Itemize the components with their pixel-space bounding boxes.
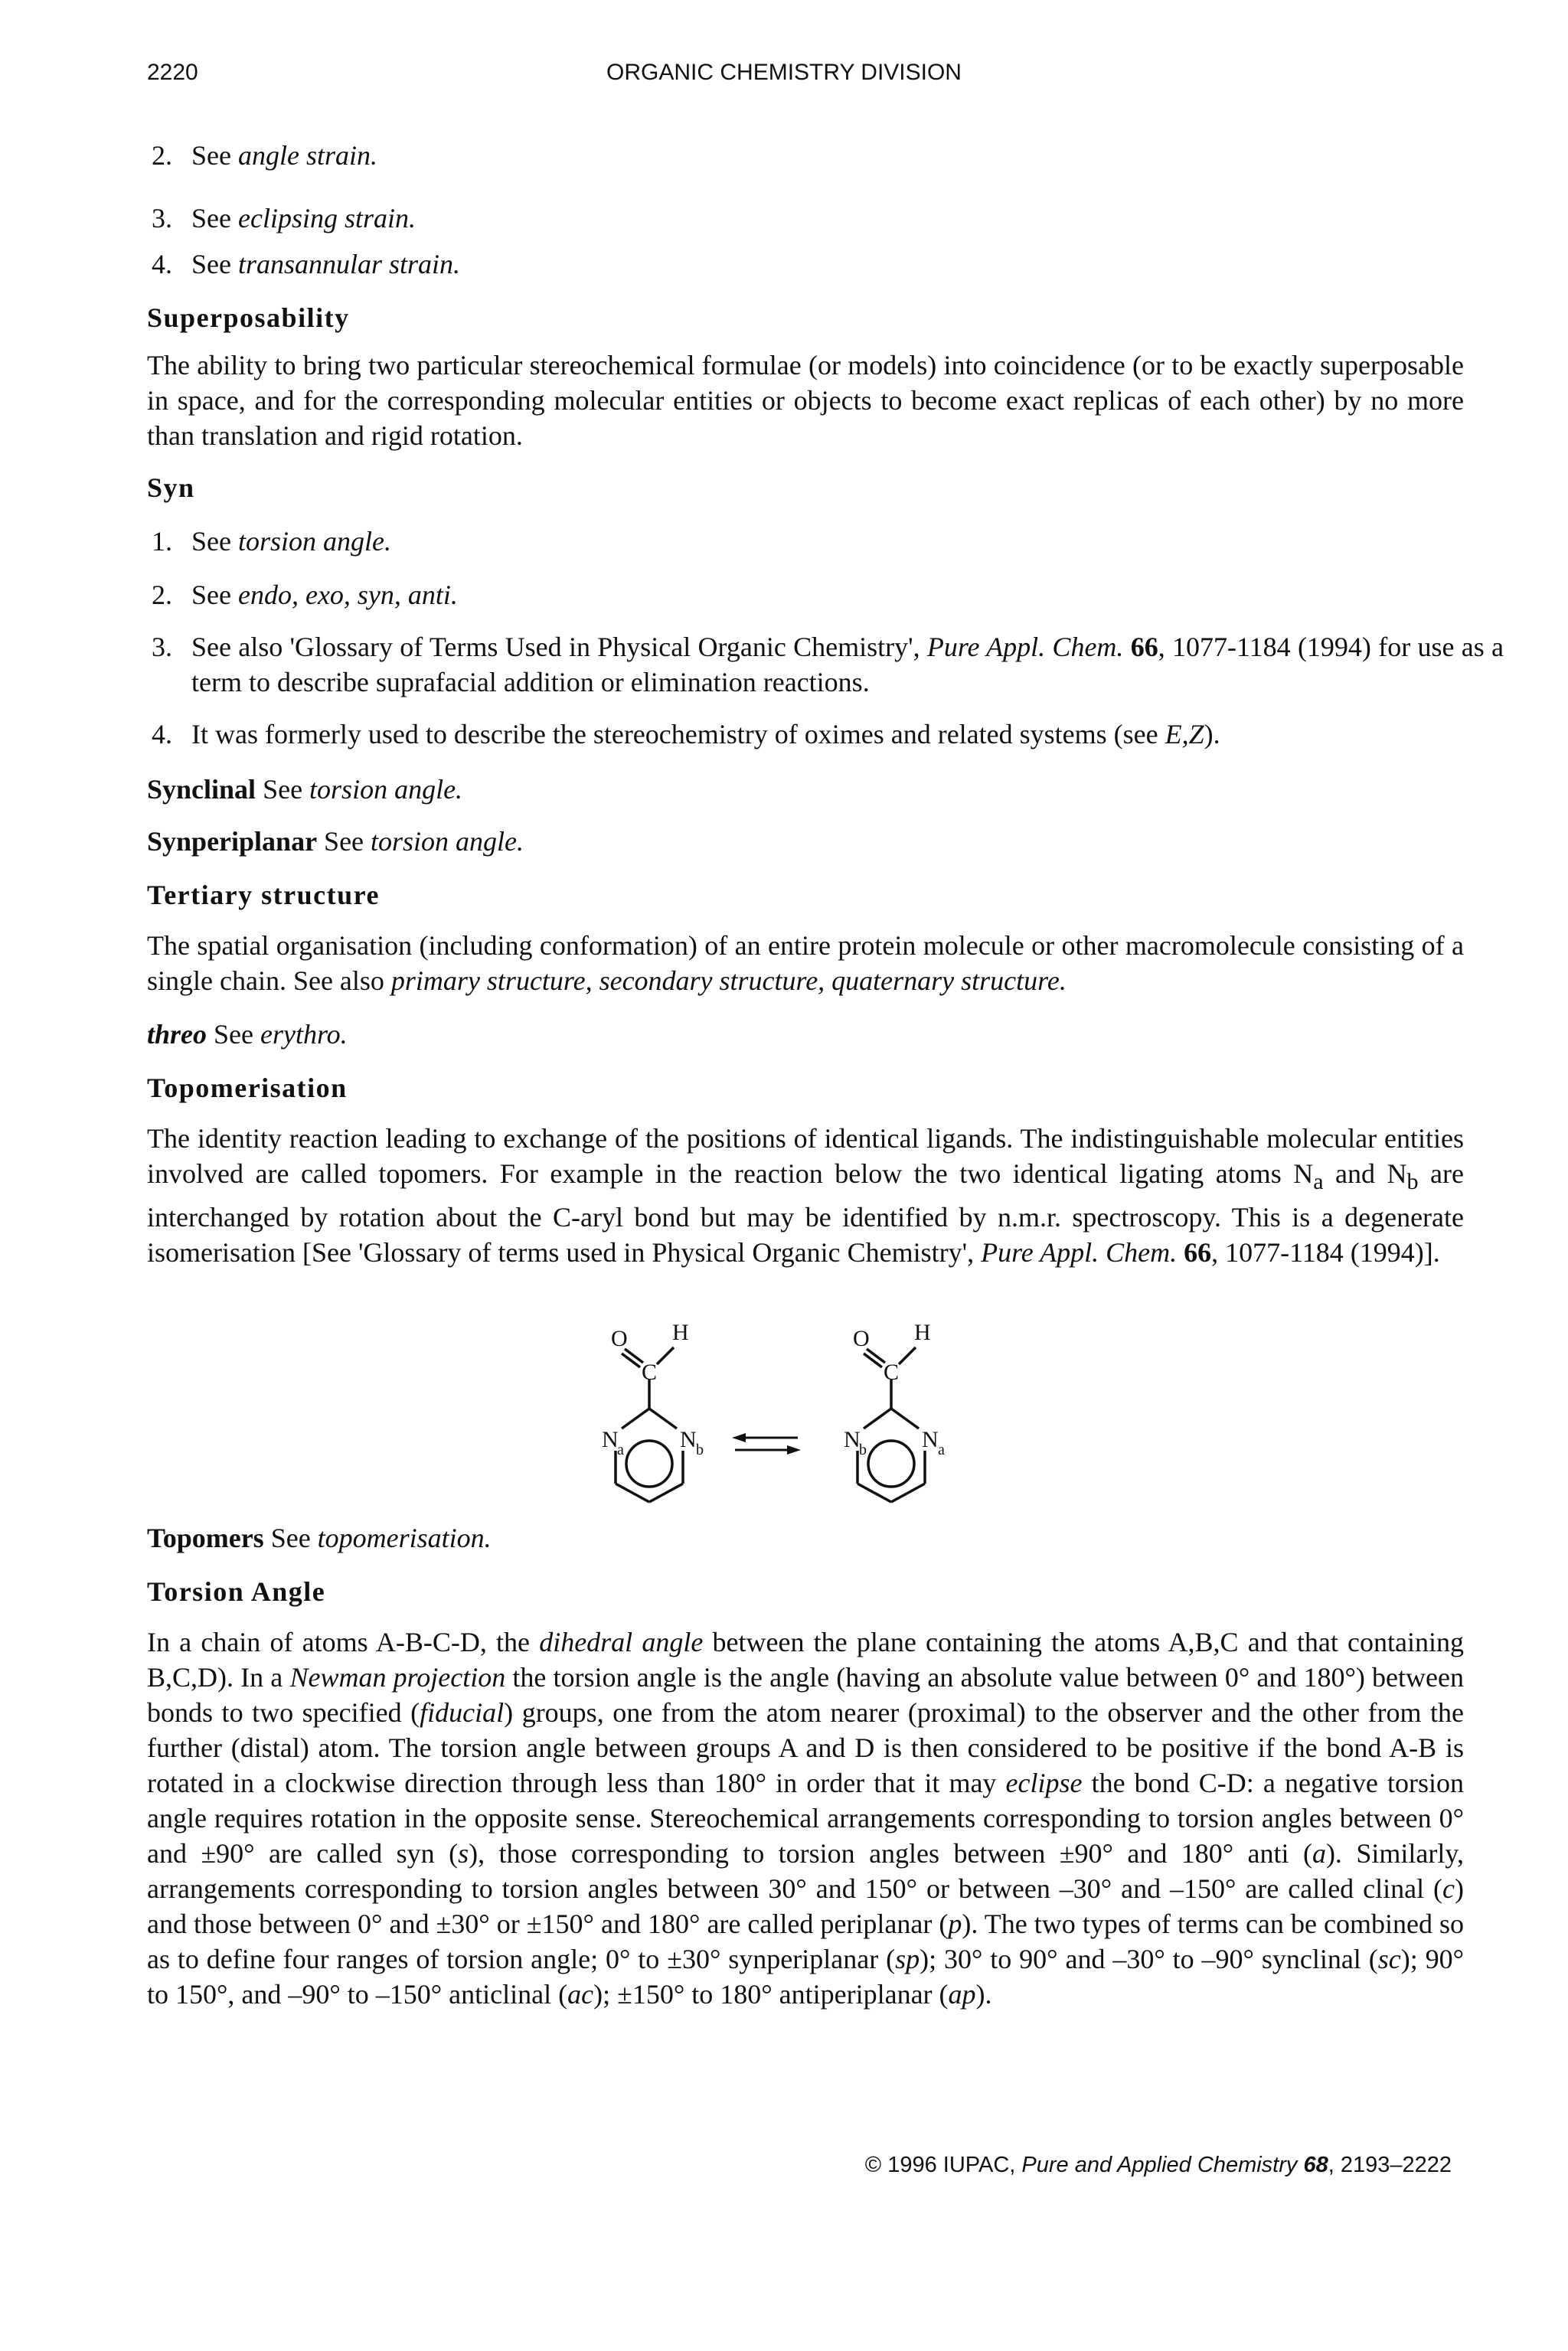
bond [649,1409,677,1429]
body-text: ); 90° to 150°, and –90° to –150° anticlinal ( [147,1944,1464,2010]
journal-name: Pure and Applied Chemistry [1021,2153,1298,2177]
list-item [152,717,1220,752]
footer-text: , 2193–2222 [1328,2153,1452,2177]
aromatic-ring [626,1441,672,1487]
entry-heading: Syn [147,472,195,503]
abbreviation: s [458,1838,469,1869]
atom-subscript: b [859,1442,867,1458]
list-text: , 1077-1184 (1994) for use as a term to describe suprafacial addition or elimination reactions. [191,632,1504,697]
cross-reference: Newman projection [289,1662,506,1693]
body-text: between the plane containing the atoms A,B,C and that containing B,C,D). In a [147,1627,1464,1693]
topomer-left-labels [602,1320,704,1458]
entry-text: See [207,1019,260,1050]
list-number: 3. [152,203,172,233]
subscript: a [1313,1169,1324,1195]
abbreviation: ac [567,1979,594,2010]
list-text: See [191,203,238,233]
body-text: , 1077-1184 (1994)]. [1211,1237,1440,1269]
copyright-footer [865,2153,1452,2178]
body-text: are interchanged by rotation about the C-aryl bond but may be identified by n.m.r. spectroscopy. This is a degenerate isomerisation [See 'Glossary of terms used in Physical Organic Chemistry', [147,1158,1464,1269]
cross-reference: dihedral angle [539,1627,704,1657]
list-item [152,247,460,282]
list-number: 1. [152,526,172,557]
cross-reference: E,Z [1165,719,1204,749]
body-text: ), those corresponding to torsion angles between ±90° and 180° anti ( [469,1838,1312,1869]
italic-term: fiducial [420,1697,505,1728]
atom-label: N [844,1427,861,1452]
list-number: 4. [152,249,172,279]
entry-body [147,1121,1464,1270]
list-number: 2. [152,140,172,171]
entry-heading: Tertiary structure [147,880,380,910]
entry-body: The ability to bring two particular stereochemical formulae (or models) into coincidence (or to be exactly superposable in space, and for the corresponding molecular entities or objects to become exact replicas of each other) by no more than translation and rigid rotation. [147,350,1464,451]
list-number: 3. [152,632,172,662]
body-text: the bond C-D: a negative torsion angle requires rotation in the opposite sense. Stereochemical arrangements corresponding to torsion angles between 0° and ±90° are called syn ( [147,1768,1464,1869]
topomer-right-labels [844,1320,945,1458]
abbreviation: sc [1377,1944,1401,1974]
entry-term: Synclinal [147,774,256,805]
cross-reference: endo, exo, syn, anti. [237,580,458,610]
cross-reference: erythro. [260,1019,348,1050]
body-text: ). [975,1979,992,2010]
cross-reference: torsion angle. [371,826,524,857]
journal-name: Pure Appl. Chem. [926,632,1124,662]
equilibrium-arrows [732,1433,801,1455]
entry-line [147,824,1464,859]
body-text: the torsion angle is the angle (having an absolute value between 0° and 180°) between bonds to two specified ( [147,1662,1464,1728]
body-text: The spatial organisation (including conformation) of an entire protein molecule or other macromolecule consisting of a single chain. See also [147,930,1464,996]
footer-text: © 1996 IUPAC, [864,2153,1022,2177]
page-number: 2220 [147,60,198,85]
entry-line [147,1520,1464,1556]
entry-term: Synperiplanar [147,826,318,857]
list-item [152,524,391,559]
list-text: See [191,526,238,557]
volume: 68 [1303,2153,1328,2177]
list-number: 2. [152,580,172,610]
atom-label: N [602,1427,619,1452]
atom-label: C [884,1360,900,1385]
cross-reference: topomerisation. [317,1523,492,1553]
atom-label: N [922,1427,939,1452]
entry-line [147,772,1464,807]
list-item [152,577,458,612]
body-text: ). The two types of terms can be combined so as to define four ranges of torsion angle; 0° to ±30° synperiplanar ( [147,1909,1465,1974]
cross-reference: eclipse [1005,1768,1083,1798]
list-text: See [191,140,238,171]
body-text: ) groups, one from the atom nearer (proximal) to the observer and the other from the further (distal) atom. The torsion angle between groups A and D is then considered to be positive if the bond A-B is rotated in a clockwise direction through less than 180° in order that it may [147,1697,1465,1798]
entry-term: Topomers [147,1523,264,1553]
entry-heading: Superposability [147,302,350,333]
list-text: It was formerly used to describe the stereochemistry of oximes and related systems (see [191,719,1165,749]
list-item [152,138,377,173]
cross-reference: angle strain. [237,140,377,171]
entry-text: See [317,826,371,857]
body-text: In a chain of atoms A-B-C-D, the [147,1627,540,1657]
bond [864,1409,891,1429]
atom-subscript: a [938,1442,945,1458]
atom-subscript: a [617,1442,624,1458]
entry-text: See [263,1523,318,1553]
bond [622,1353,640,1367]
abbreviation: a [1312,1838,1326,1869]
running-head: ORGANIC CHEMISTRY DIVISION [606,60,962,85]
bond [891,1409,919,1429]
atom-label: O [853,1326,870,1351]
atom-label: C [642,1360,658,1385]
volume: 66 [1130,632,1158,662]
abbreviation: p [948,1909,962,1939]
list-text: ). [1204,719,1220,749]
list-number: 4. [152,719,172,749]
cross-reference: eclipsing strain. [237,203,416,233]
body-text: ); ±150° to 180° antiperiplanar ( [593,1979,949,2010]
abbreviation: c [1442,1873,1455,1904]
atom-label: N [680,1427,697,1452]
atom-label: O [611,1326,628,1351]
entry-term: threo [147,1019,207,1050]
entry-text: See [256,774,310,805]
list-text: See [191,580,238,610]
bond [622,1409,649,1429]
list-text: See [191,249,238,279]
body-text: ). Similarly, arrangements corresponding to torsion angles between 30° and 150° or between –30° and –150° are called clinal ( [147,1838,1464,1904]
body-text: The identity reaction leading to exchange of the positions of identical ligands. The indistinguishable molecular entities involved are called topomers. For example in the reaction below the two identical ligating atoms N [147,1123,1464,1189]
entry-heading: Topomerisation [147,1073,348,1103]
abbreviation: ap [948,1979,976,2010]
cross-reference: primary structure, secondary structure, quaternary structure. [390,965,1067,996]
body-text: ) and those between 0° and ±30° or ±150° and 180° are called periplanar ( [147,1873,1464,1939]
bond [657,1347,674,1364]
list-text: See also 'Glossary of Terms Used in Physical Organic Chemistry', [191,632,927,662]
aromatic-ring [868,1441,914,1487]
atom-label: H [914,1320,931,1345]
bond [864,1353,882,1367]
list-item [152,201,416,236]
cross-reference: transannular strain. [237,249,461,279]
entry-body [147,928,1464,998]
atom-subscript: b [696,1442,704,1458]
subscript: b [1406,1169,1419,1195]
body-text: and N [1323,1158,1407,1189]
entry-heading: Torsion Angle [147,1576,326,1607]
atom-label: H [672,1320,689,1345]
journal-name: Pure Appl. Chem. [981,1237,1178,1269]
volume: 66 [1184,1237,1212,1269]
cross-reference: torsion angle. [309,774,463,805]
cross-reference: torsion angle. [237,526,391,557]
topomerisation-scheme [597,1301,995,1531]
entry-line [147,1017,1464,1052]
bond [899,1347,916,1364]
body-text: ); 30° to 90° and –30° to –90° synclinal ( [920,1944,1378,1974]
list-item [152,629,1504,700]
entry-body [147,1624,1464,2012]
abbreviation: sp [895,1944,920,1974]
